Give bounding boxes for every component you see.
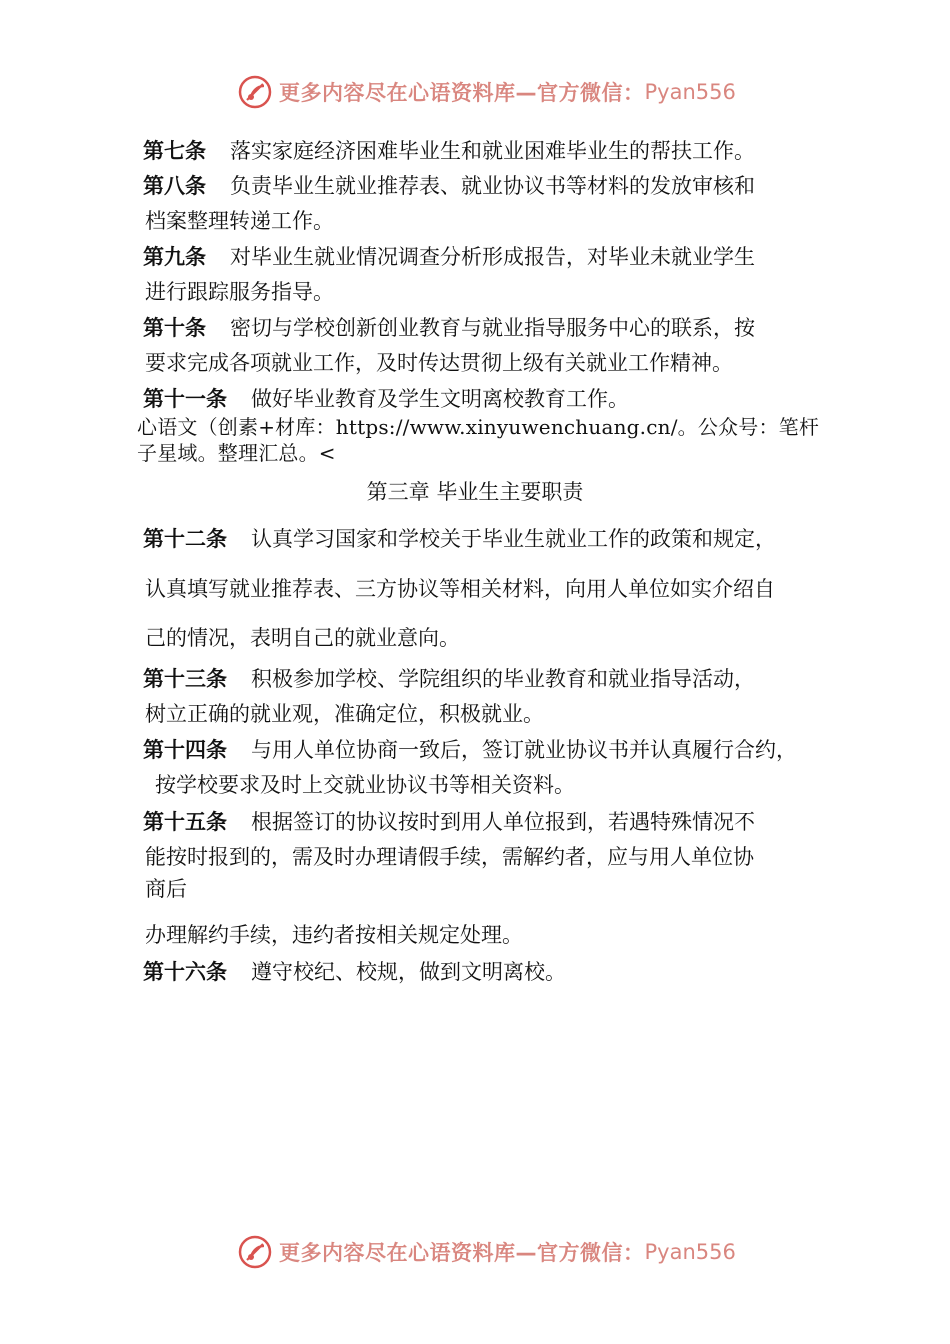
banner-wechat-id: Pyan556 <box>644 80 736 104</box>
article-label: 第十一条 <box>143 387 227 411</box>
brand-logo-icon <box>237 1234 273 1270</box>
article-13-cont <box>145 700 544 728</box>
article-15-cont-3 <box>145 921 523 949</box>
article-14 <box>143 736 797 764</box>
article-label: 第十四条 <box>143 738 227 762</box>
article-15-cont-1 <box>145 843 754 871</box>
article-13 <box>143 665 755 693</box>
article-text: 对毕业生就业情况调查分析形成报告，对毕业未就业学生 <box>230 245 755 269</box>
article-16 <box>143 958 566 986</box>
article-text: 落实家庭经济困难毕业生和就业困难毕业生的帮扶工作。 <box>230 139 755 163</box>
article-10 <box>143 314 755 342</box>
article-text: 树立正确的就业观，准确定位，积极就业。 <box>145 702 544 726</box>
banner-wechat-id: Pyan556 <box>644 1240 736 1264</box>
article-15 <box>143 808 755 836</box>
article-text: 己的情况，表明自己的就业意向。 <box>145 626 460 650</box>
article-15-cont-2 <box>145 875 187 903</box>
article-text: 做好毕业教育及学生文明离校教育工作。 <box>251 387 629 411</box>
article-label: 第八条 <box>143 174 206 198</box>
article-label: 第九条 <box>143 245 206 269</box>
article-text: 商后 <box>145 877 187 901</box>
banner-text: 更多内容尽在心语资料库—官方微信： <box>279 1241 645 1265</box>
source-note-line-2: 子星域。整理汇总。< <box>137 441 336 465</box>
brand-logo-icon <box>237 74 273 110</box>
article-10-cont <box>145 349 733 377</box>
article-text: 负责毕业生就业推荐表、就业协议书等材料的发放审核和 <box>230 174 755 198</box>
article-11 <box>143 385 629 413</box>
article-label: 第十条 <box>143 316 206 340</box>
article-text: 档案整理转递工作。 <box>145 209 334 233</box>
article-text: 与用人单位协商一致后，签订就业协议书并认真履行合约， <box>251 738 797 762</box>
article-9-cont <box>145 278 334 306</box>
article-label: 第十三条 <box>143 667 227 691</box>
article-label: 第七条 <box>143 139 206 163</box>
chapter-title: 第三章 毕业生主要职责 <box>366 480 584 504</box>
article-text: 积极参加学校、学院组织的毕业教育和就业指导活动， <box>251 667 755 691</box>
article-text: 进行跟踪服务指导。 <box>145 280 334 304</box>
article-text: 认真填写就业推荐表、三方协议等相关材料，向用人单位如实介绍自 <box>145 577 775 601</box>
article-9 <box>143 243 755 271</box>
article-text: 根据签订的协议按时到用人单位报到，若遇特殊情况不 <box>251 810 755 834</box>
article-8 <box>143 172 755 200</box>
article-text: 要求完成各项就业工作，及时传达贯彻上级有关就业工作精神。 <box>145 351 733 375</box>
article-text: 按学校要求及时上交就业协议书等相关资料。 <box>155 773 575 797</box>
article-text: 能按时报到的，需及时办理请假手续，需解约者，应与用人单位协 <box>145 845 754 869</box>
article-14-cont <box>155 771 575 799</box>
article-8-cont <box>145 207 334 235</box>
article-text: 密切与学校创新创业教育与就业指导服务中心的联系，按 <box>230 316 755 340</box>
article-12-cont-2 <box>145 624 460 652</box>
footer-banner <box>237 1232 736 1272</box>
source-note-line-1: 心语文（创素+材库：https://www.xinyuwenchuang.cn/。公众号：笔杆 <box>137 415 820 439</box>
article-7 <box>143 137 755 165</box>
article-label: 第十二条 <box>143 527 227 551</box>
header-banner <box>237 72 736 112</box>
article-text: 遵守校纪、校规，做到文明离校。 <box>251 960 566 984</box>
article-text: 认真学习国家和学校关于毕业生就业工作的政策和规定， <box>251 527 776 551</box>
article-label: 第十六条 <box>143 960 227 984</box>
article-label: 第十五条 <box>143 810 227 834</box>
banner-text: 更多内容尽在心语资料库—官方微信： <box>279 81 645 105</box>
article-12-cont-1 <box>145 575 775 603</box>
article-12 <box>143 525 776 553</box>
article-text: 办理解约手续，违约者按相关规定处理。 <box>145 923 523 947</box>
